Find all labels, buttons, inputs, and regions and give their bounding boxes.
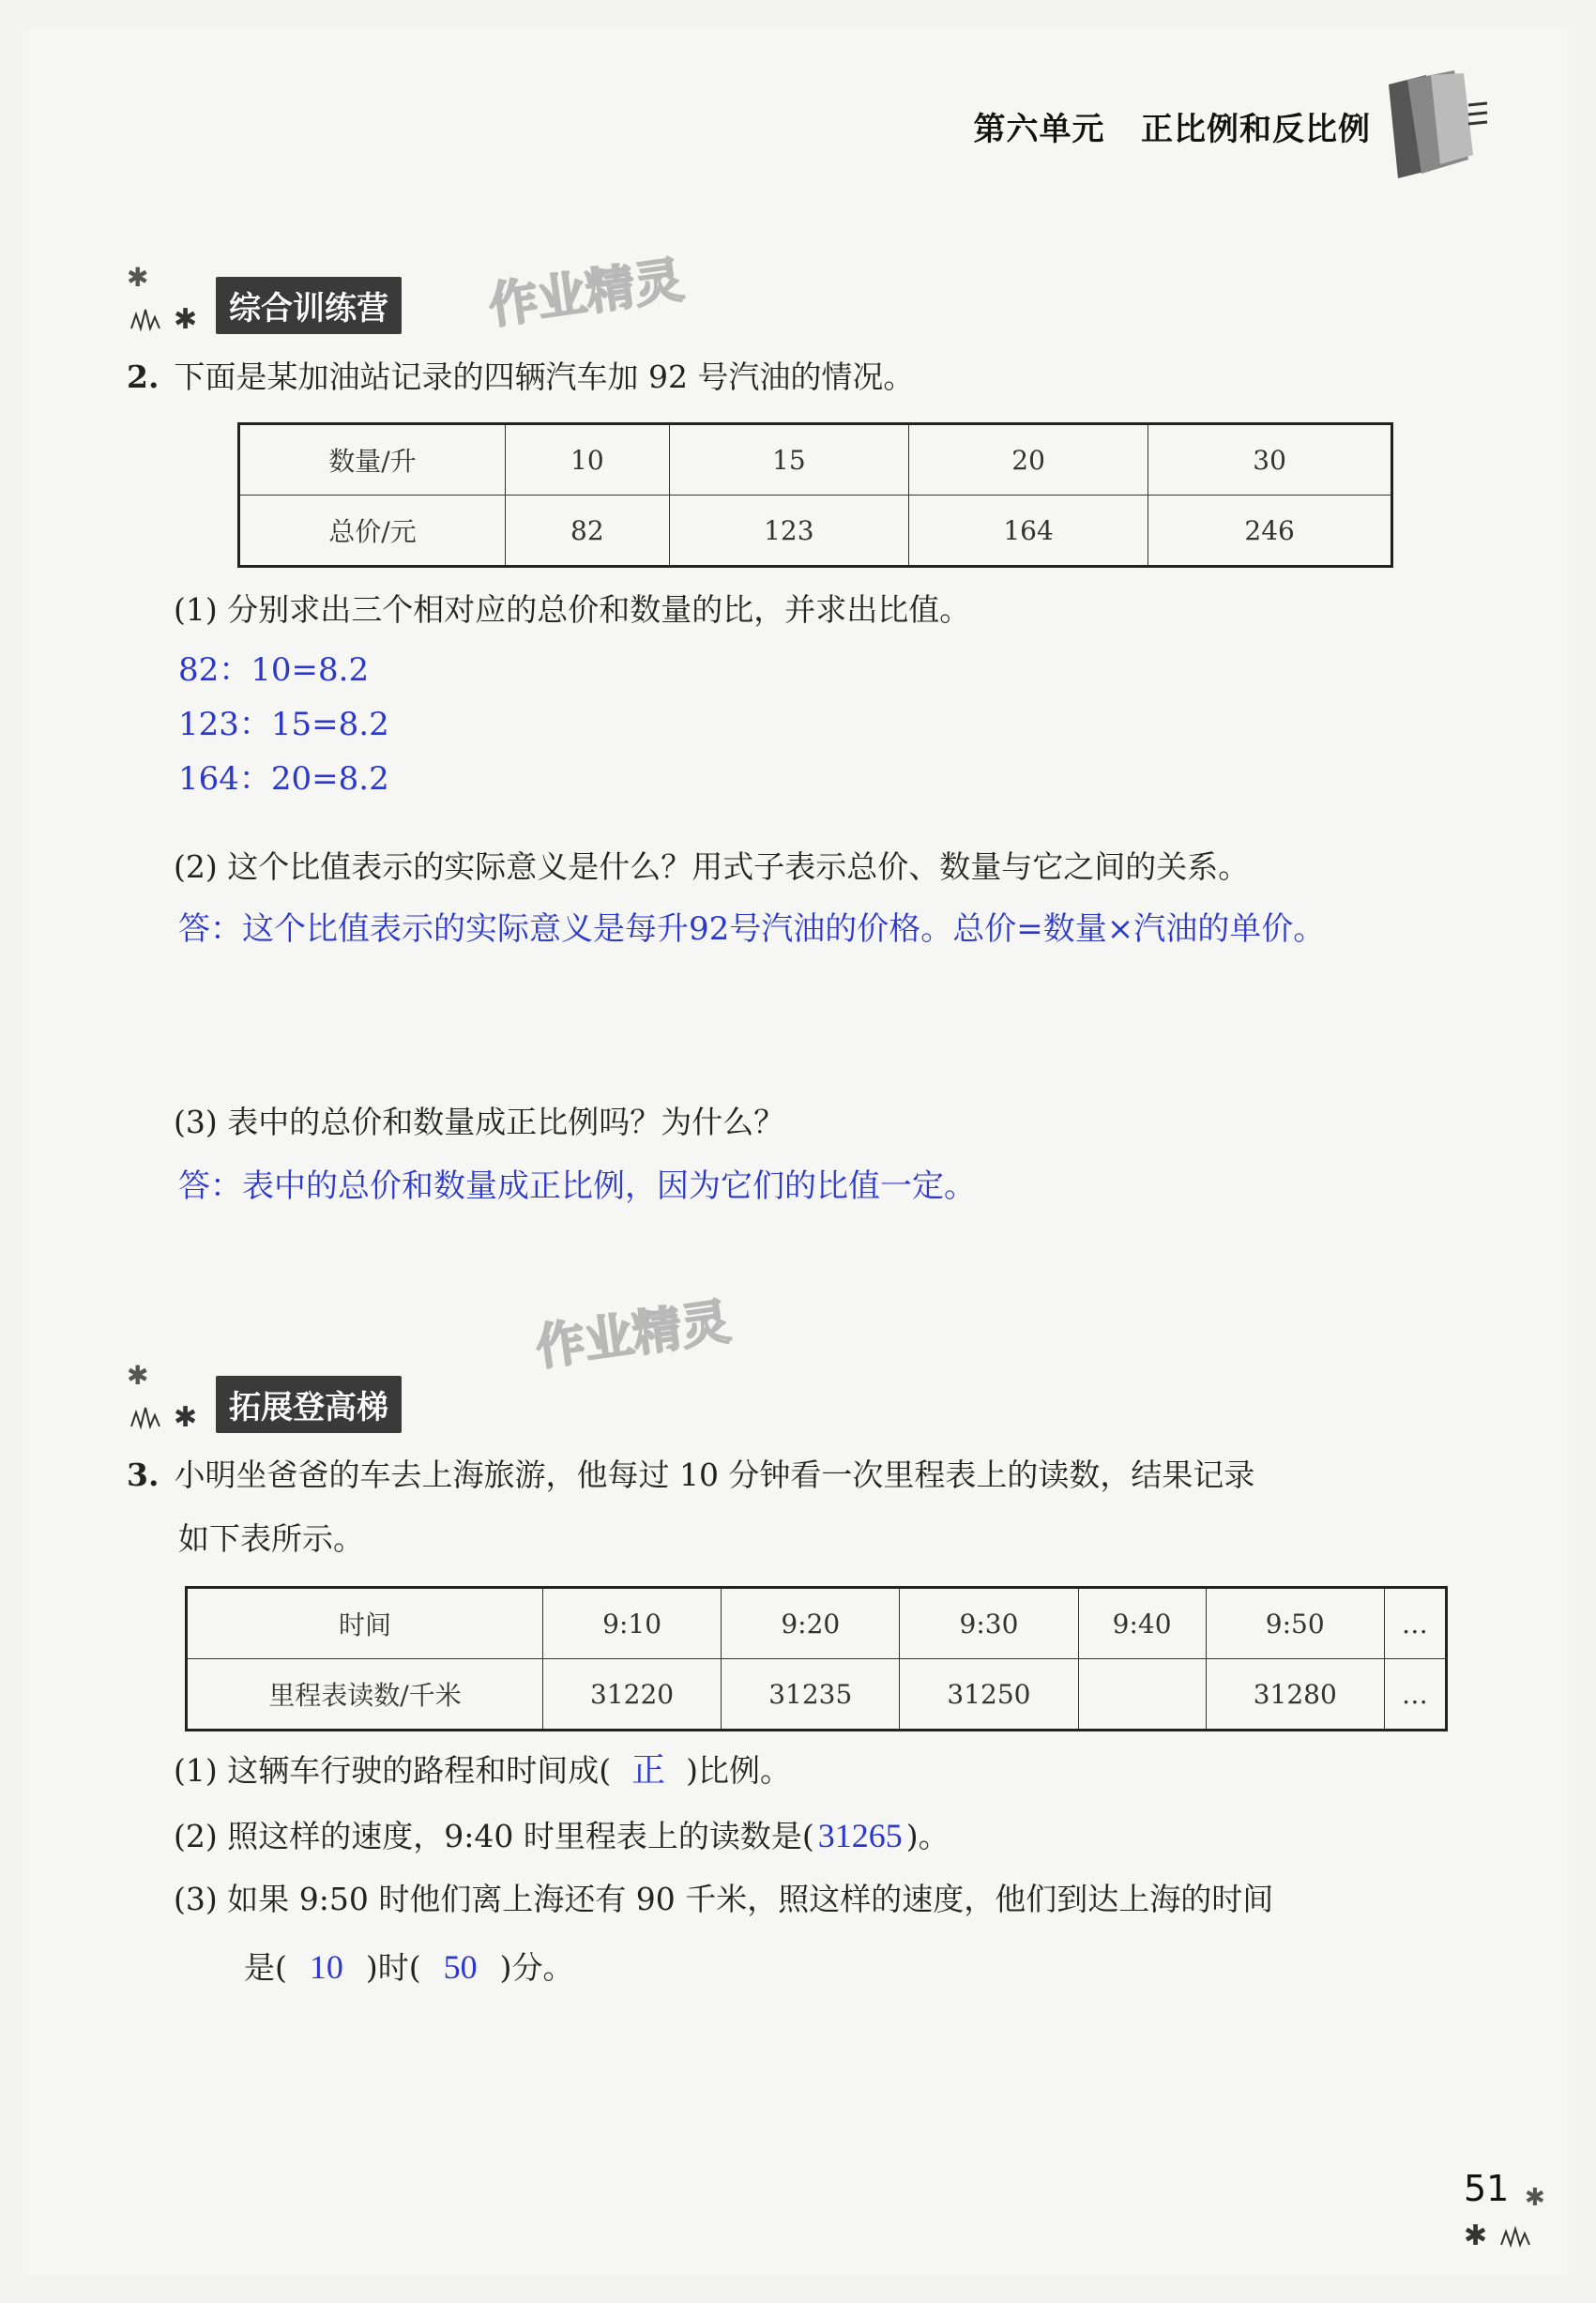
- table-cell: [1078, 1659, 1206, 1731]
- table-cell: 82: [506, 496, 670, 567]
- table-cell: 31250: [900, 1659, 1078, 1731]
- odometer-table: [185, 1586, 1448, 1731]
- table-row: [239, 496, 1392, 567]
- page-number: 51: [1464, 2168, 1510, 2209]
- svg-text:✱: ✱: [1525, 2184, 1545, 2212]
- watermark: 作业精灵: [485, 252, 687, 336]
- q2-part1: (1) 分别求出三个相对应的总价和数量的比，并求出比值。: [174, 591, 971, 628]
- question-2: [127, 355, 914, 400]
- q2-part2-answer: 答：这个比值表示的实际意义是每升92号汽油的价格。总价=数量×汽油的单价。: [178, 910, 1326, 948]
- q2-part2: (2) 这个比值表示的实际意义是什么？用式子表示总价、数量与它之间的关系。: [174, 848, 1250, 885]
- section-title-extension: 拓展登高梯: [216, 1376, 402, 1433]
- svg-text:✱: ✱: [174, 303, 198, 336]
- table-cell: 30: [1148, 424, 1392, 496]
- answer-blank: 正: [631, 1751, 666, 1789]
- table-cell: 9:40: [1078, 1588, 1206, 1659]
- table-cell: 246: [1148, 496, 1392, 567]
- text: )分。: [499, 1949, 574, 1986]
- question-text: 下面是某加油站记录的四辆汽车加 92 号汽油的情况。: [174, 358, 915, 395]
- table-cell: 15: [669, 424, 908, 496]
- answer-blank: 50: [443, 1948, 478, 1986]
- svg-text:✱: ✱: [174, 1401, 198, 1434]
- flower-grass-icon: [122, 1361, 216, 1436]
- question-3-line2: 如下表所示。: [178, 1520, 364, 1557]
- book-icon: [1379, 66, 1492, 188]
- q2-part1-answer-3: 164：20=8.2: [178, 760, 389, 798]
- table-cell: 时间: [187, 1588, 543, 1659]
- text: (1) 这辆车行驶的路程和时间成(: [174, 1752, 612, 1789]
- table-cell: …: [1384, 1659, 1446, 1731]
- question-3: [127, 1453, 1254, 1498]
- table-cell: 9:20: [722, 1588, 900, 1659]
- text: )时(: [365, 1949, 421, 1986]
- text: )比例。: [686, 1752, 791, 1789]
- question-number: 2.: [127, 358, 160, 395]
- unit-label: 第六单元: [973, 111, 1105, 148]
- answer-blank: 10: [309, 1948, 343, 1986]
- flower-grass-icon: [122, 263, 216, 338]
- q2-part3-answer: 答：表中的总价和数量成正比例，因为它们的比值一定。: [178, 1167, 976, 1205]
- svg-text:✱: ✱: [127, 263, 149, 293]
- question-number: 3.: [127, 1457, 160, 1493]
- table-cell: …: [1384, 1588, 1446, 1659]
- fuel-table: [237, 422, 1393, 568]
- q3-part2: [174, 1813, 950, 1859]
- flower-grass-icon: [1459, 2177, 1562, 2252]
- svg-text:✱: ✱: [127, 1361, 149, 1391]
- table-cell: 里程表读数/千米: [187, 1659, 543, 1731]
- table-cell: 数量/升: [239, 424, 506, 496]
- q2-part3: (3) 表中的总价和数量成正比例吗？为什么？: [174, 1104, 785, 1140]
- chapter-title: 正比例和反比例: [1141, 111, 1371, 148]
- table-cell: 9:50: [1206, 1588, 1384, 1659]
- table-cell: 31280: [1206, 1659, 1384, 1731]
- table-row: [187, 1659, 1447, 1731]
- table-cell: 10: [506, 424, 670, 496]
- q3-part1: [174, 1747, 791, 1793]
- text: (2) 照这样的速度，9:40 时里程表上的读数是(: [174, 1818, 814, 1854]
- text: )。: [905, 1818, 950, 1854]
- table-row: [187, 1588, 1447, 1659]
- q2-part1-answer-1: 82：10=8.2: [178, 651, 370, 689]
- answer-blank: 31265: [817, 1817, 903, 1854]
- table-cell: 31235: [722, 1659, 900, 1731]
- q3-part3-line2: [244, 1945, 574, 1990]
- table-row: [239, 424, 1392, 496]
- svg-text:✱: ✱: [1464, 2219, 1488, 2252]
- chapter-header: [973, 103, 1371, 149]
- text: 是(: [244, 1949, 287, 1986]
- q2-part1-answer-2: 123：15=8.2: [178, 706, 389, 743]
- question-text: 小明坐爸爸的车去上海旅游，他每过 10 分钟看一次里程表上的读数，结果记录: [174, 1457, 1255, 1493]
- table-cell: 123: [669, 496, 908, 567]
- section-title-training: 综合训练营: [216, 277, 402, 334]
- table-cell: 9:30: [900, 1588, 1078, 1659]
- table-cell: 31220: [543, 1659, 722, 1731]
- table-cell: 20: [908, 424, 1148, 496]
- q3-part3: (3) 如果 9:50 时他们离上海还有 90 千米，照这样的速度，他们到达上海的时间: [174, 1881, 1274, 1917]
- table-cell: 9:10: [543, 1588, 722, 1659]
- table-cell: 总价/元: [239, 496, 506, 567]
- table-cell: 164: [908, 496, 1148, 567]
- watermark: 作业精灵: [532, 1293, 734, 1378]
